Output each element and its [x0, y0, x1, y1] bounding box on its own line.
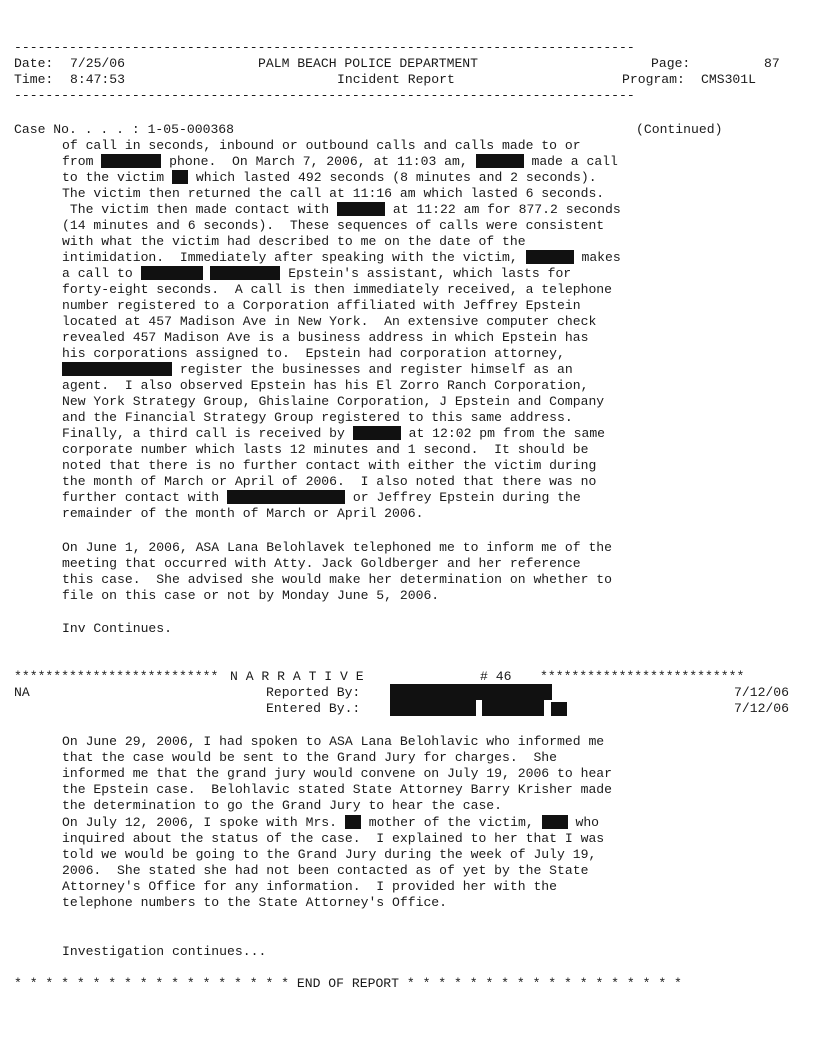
- text-line: with what the victim had described to me on the date of the: [62, 234, 526, 249]
- text-segment: from: [62, 154, 102, 169]
- text-segment: The victim then made contact with: [62, 202, 338, 217]
- text-line: [62, 154, 618, 169]
- text-segment: who: [567, 815, 600, 830]
- redaction-block: [353, 426, 401, 440]
- text-line: On June 1, 2006, ASA Lana Belohlavek telephoned me to inform me of the: [62, 540, 613, 555]
- text-line: New York Strategy Group, Ghislaine Corporation, J Epstein and Company: [62, 394, 605, 409]
- narrative-code: NA: [14, 685, 30, 700]
- time-value: 8:47:53: [70, 72, 126, 87]
- redaction-block: [62, 362, 172, 376]
- page-label: Page:: [651, 56, 691, 71]
- header-rule-top: -------------------------------------------------------------------------------: [14, 40, 635, 55]
- redaction-block: [141, 266, 203, 280]
- time-label: Time:: [14, 72, 54, 87]
- inv-continues-text: Inv Continues.: [62, 621, 173, 636]
- redaction-block: [101, 154, 161, 168]
- text-line: the determination to go the Grand Jury to hear the case.: [62, 798, 503, 813]
- text-line: agent. I also observed Epstein has his El Zorro Ranch Corporation,: [62, 378, 589, 393]
- text-line: remainder of the month of March or April 2006.: [62, 506, 424, 521]
- text-segment: to the victim: [62, 170, 173, 185]
- text-line: corporate number which lasts 12 minutes and 1 second. It should be: [62, 442, 589, 457]
- end-of-report-banner: * * * * * * * * * * * * * * * * * * END OF REPORT * * * * * * * * * * * * * * * * * *: [14, 976, 682, 991]
- redaction-block: [337, 202, 385, 216]
- text-line: located at 457 Madison Ave in New York. An extensive computer check: [62, 314, 597, 329]
- report-type: Incident Report: [337, 72, 455, 87]
- text-line: Attorney's Office for any information. I provided her with the: [62, 879, 558, 894]
- text-line: 2006. She stated she had not been contacted as of yet by the State: [62, 863, 589, 878]
- redaction-block: [542, 815, 568, 829]
- redaction-block: [172, 170, 188, 184]
- redaction-block: [476, 154, 524, 168]
- text-line: that the case would be sent to the Grand Jury for charges. She: [62, 750, 558, 765]
- text-line: of call in seconds, inbound or outbound calls and calls made to or: [62, 138, 581, 153]
- entered-by-redaction-3: [551, 702, 567, 716]
- date-label: Date:: [14, 56, 54, 71]
- text-line: meeting that occurred with Atty. Jack Goldberger and her reference: [62, 556, 581, 571]
- text-line: inquired about the status of the case. I explained to her that I was: [62, 831, 605, 846]
- text-line: forty-eight seconds. A call is then immediately received, a telephone: [62, 282, 613, 297]
- narrative-banner-right: **************************: [540, 669, 745, 684]
- text-segment: which lasted 492 seconds (8 minutes and 2 seconds).: [188, 170, 597, 185]
- page-number: 87: [764, 56, 780, 71]
- entered-by-redaction-1: [390, 700, 476, 716]
- text-segment: at 11:22 am for 877.2 seconds: [385, 202, 621, 217]
- date-value: 7/25/06: [70, 56, 126, 71]
- text-line: revealed 457 Madison Ave is a business address in which Epstein has: [62, 330, 589, 345]
- redaction-block: [210, 266, 280, 280]
- text-line: [62, 426, 605, 441]
- text-line: told we would be going to the Grand Jury during the week of July 19,: [62, 847, 597, 862]
- redaction-block: [227, 490, 345, 504]
- text-line: and the Financial Strategy Group registered to this same address.: [62, 410, 573, 425]
- program-label: Program:: [622, 72, 685, 87]
- reported-by-label: Reported By:: [266, 685, 361, 700]
- text-segment: Finally, a third call is received by: [62, 426, 353, 441]
- entered-by-label: Entered By.:: [266, 701, 361, 716]
- investigation-continues-text: Investigation continues...: [62, 944, 267, 959]
- reported-date: 7/12/06: [734, 685, 790, 700]
- text-line: this case. She advised she would make her determination on whether to: [62, 572, 613, 587]
- text-segment: [203, 266, 211, 281]
- text-line: [62, 202, 621, 217]
- text-line: the month of March or April of 2006. I also noted that there was no: [62, 474, 597, 489]
- text-line: On June 29, 2006, I had spoken to ASA Lana Belohlavic who informed me: [62, 734, 605, 749]
- text-segment: register the businesses and register himself as an: [172, 362, 573, 377]
- narrative-banner-left: **************************: [14, 669, 219, 684]
- text-segment: at 12:02 pm from the same: [400, 426, 606, 441]
- text-line: his corporations assigned to. Epstein had corporation attorney,: [62, 346, 565, 361]
- text-line: (14 minutes and 6 seconds). These sequences of calls were consistent: [62, 218, 605, 233]
- narrative-banner-title: N A R R A T I V E: [230, 669, 364, 684]
- text-segment: further contact with: [62, 490, 228, 505]
- text-segment: makes: [573, 250, 621, 265]
- header-rule-bottom: -------------------------------------------------------------------------------: [14, 88, 635, 103]
- text-line: informed me that the grand jury would convene on July 19, 2006 to hear: [62, 766, 613, 781]
- text-line: [62, 362, 573, 377]
- text-segment: Epstein's assistant, which lasts for: [280, 266, 572, 281]
- text-line: The victim then returned the call at 11:16 am which lasted 6 seconds.: [62, 186, 605, 201]
- text-line: [62, 490, 581, 505]
- text-segment: phone. On March 7, 2006, at 11:03 am,: [161, 154, 476, 169]
- entered-by-redaction-2: [482, 697, 544, 716]
- text-segment: On July 12, 2006, I spoke with Mrs.: [62, 815, 345, 830]
- text-line: [62, 266, 571, 281]
- department-name: PALM BEACH POLICE DEPARTMENT: [258, 56, 479, 71]
- case-number: Case No. . . . : 1-05-000368: [14, 122, 235, 137]
- text-line: file on this case or not by Monday June 5, 2006.: [62, 588, 440, 603]
- text-line: [62, 250, 621, 265]
- program-code: CMS301L: [701, 72, 757, 87]
- text-segment: a call to: [62, 266, 141, 281]
- text-segment: made a call: [523, 154, 618, 169]
- text-segment: intimidation. Immediately after speaking with the victim,: [62, 250, 526, 265]
- text-line: noted that there is no further contact with either the victim during: [62, 458, 597, 473]
- text-segment: mother of the victim,: [360, 815, 542, 830]
- narrative-banner-number: # 46: [480, 669, 512, 684]
- text-segment: or Jeffrey Epstein during the: [345, 490, 581, 505]
- redaction-block: [345, 815, 361, 829]
- text-line: the Epstein case. Belohlavic stated State Attorney Barry Krisher made: [62, 782, 613, 797]
- text-line: [62, 815, 599, 830]
- text-line: telephone numbers to the State Attorney's Office.: [62, 895, 448, 910]
- entered-date: 7/12/06: [734, 701, 790, 716]
- redaction-block: [526, 250, 574, 264]
- text-line: [62, 170, 597, 185]
- text-line: number registered to a Corporation affiliated with Jeffrey Epstein: [62, 298, 581, 313]
- continued-label: (Continued): [636, 122, 723, 137]
